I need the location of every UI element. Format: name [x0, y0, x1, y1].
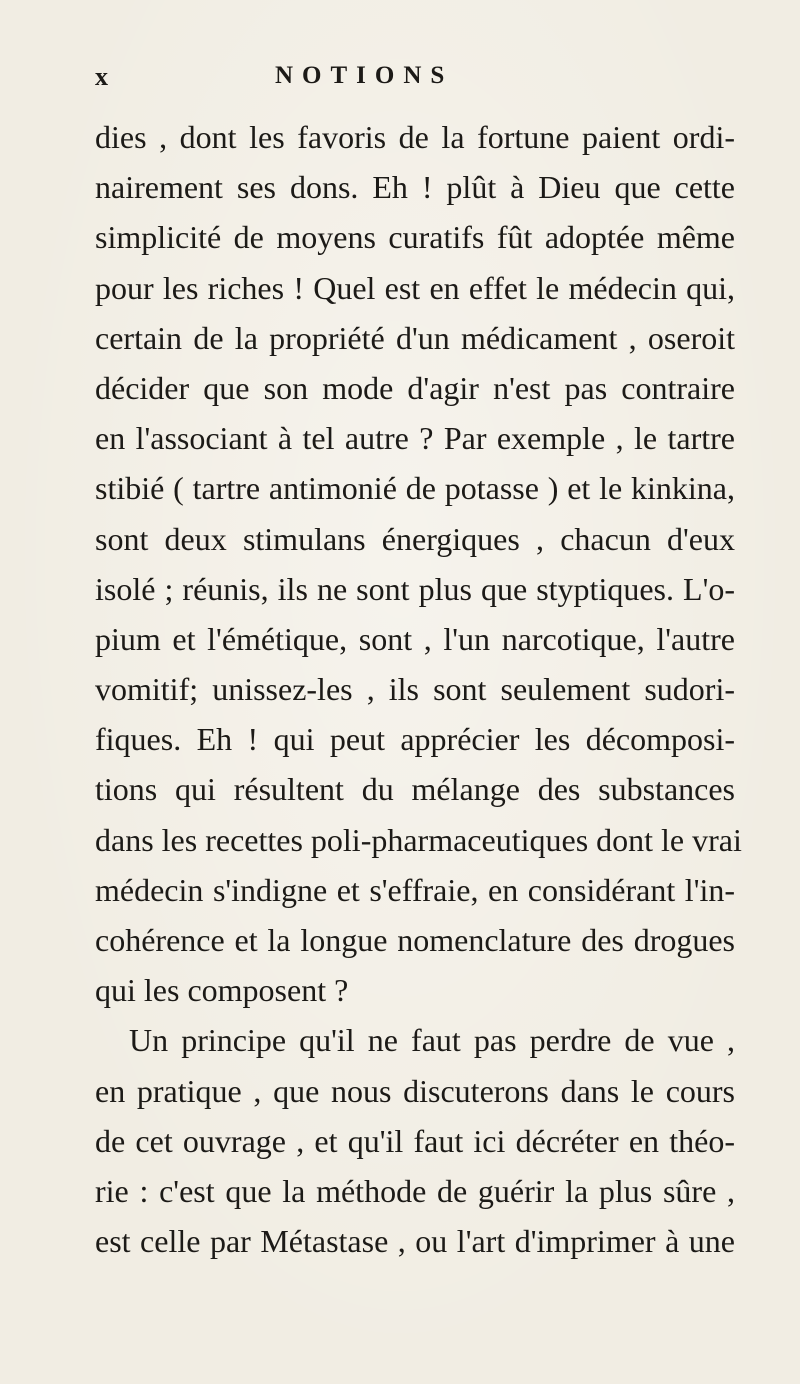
text-line: est celle par Métastase , ou l'art d'imprimer à une — [95, 1223, 735, 1260]
text-line: certain de la propriété d'un médicament , oseroit — [95, 319, 735, 356]
body-text — [95, 112, 742, 1266]
text-line: pour les riches ! Quel est en effet le médecin qui, — [95, 269, 735, 306]
text-line: simplicité de moyens curatifs fût adoptée même — [95, 219, 735, 256]
text-line: sont deux stimulans énergiques , chacun d'eux — [95, 520, 735, 557]
text-line: Un principe qu'il ne faut pas perdre de vue , — [129, 1022, 735, 1059]
text-line: en pratique , que nous discuterons dans le cours — [95, 1072, 735, 1109]
text-line: dies , dont les favoris de la fortune paient ordi- — [95, 119, 735, 155]
text-line: isolé ; réunis, ils ne sont plus que styptiques. L'o- — [95, 570, 735, 607]
text-line: tions qui résultent du mélange des substances — [95, 771, 735, 808]
text-line: médecin s'indigne et s'effraie, en considérant l'in- — [95, 871, 735, 908]
text-line: cohérence et la longue nomenclature des drogues — [95, 922, 735, 958]
text-line: de cet ouvrage , et qu'il faut ici décréter en théo- — [95, 1122, 735, 1159]
text-line: rie : c'est que la méthode de guérir la plus sûre , — [95, 1172, 735, 1209]
text-line: vomitif; unissez-les , ils sont seulement sudori- — [95, 671, 735, 708]
text-line: nairement ses dons. Eh ! plût à Dieu que cette — [95, 169, 735, 206]
page-number: x — [95, 62, 109, 91]
text-line: dans les recettes poli-pharmaceutiques dont le vrai — [95, 821, 742, 858]
running-title: NOTIONS — [275, 62, 454, 89]
text-line: fiques. Eh ! qui peut apprécier les décomposi- — [95, 721, 735, 758]
page-header — [95, 62, 735, 102]
text-line: décider que son mode d'agir n'est pas contraire — [95, 369, 735, 406]
text-line: qui les composent ? — [95, 972, 349, 1009]
text-line: pium et l'émétique, sont , l'un narcotique, l'autre — [95, 620, 735, 657]
text-line: stibié ( tartre antimonié de potasse ) et le kinkina, — [95, 470, 735, 507]
text-line: en l'associant à tel autre ? Par exemple , le tartre — [95, 420, 735, 457]
